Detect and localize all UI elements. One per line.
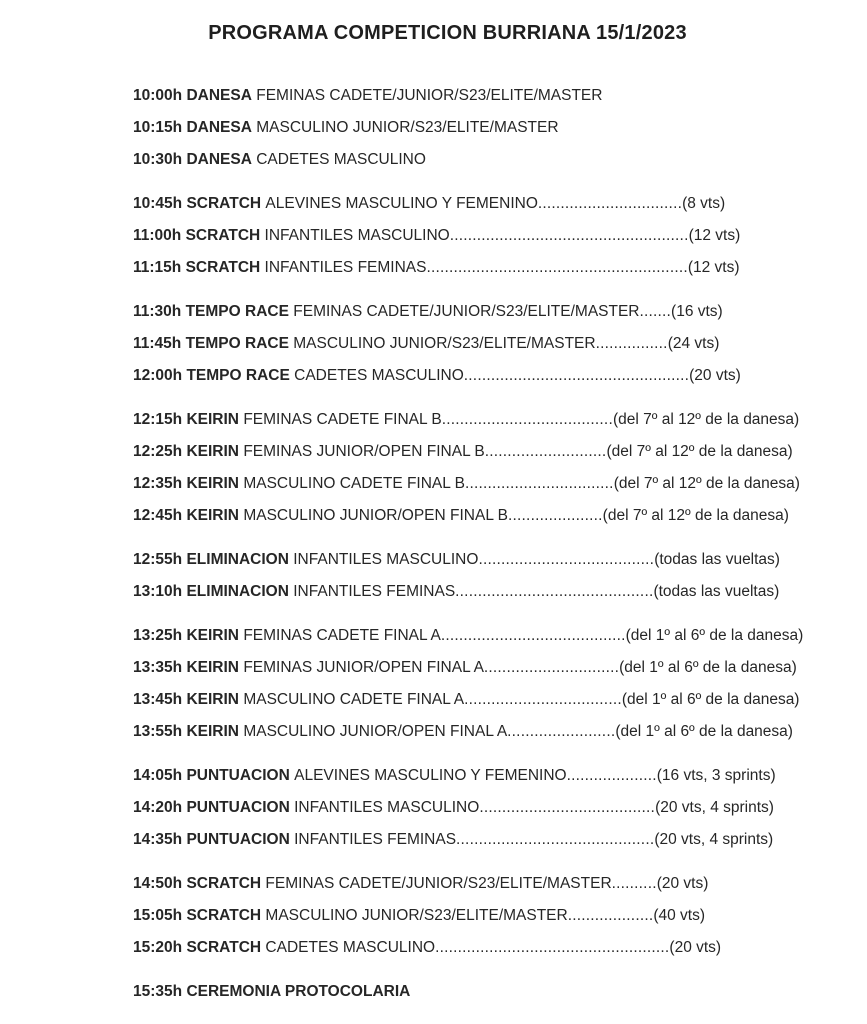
row-event: KEIRIN (186, 691, 239, 708)
row-note: (20 vts, 4 sprints) (655, 799, 774, 816)
schedule-row (133, 900, 837, 932)
row-event: SCRATCH (185, 227, 261, 244)
row-time: 14:50h (133, 875, 183, 892)
schedule (0, 46, 867, 1008)
row-event: KEIRIN (186, 475, 239, 492)
row-event: DANESA (186, 119, 252, 136)
row-event: PUNTUACION (186, 831, 290, 848)
row-detail: FEMINAS CADETE/JUNIOR/S23/ELITE/MASTER (265, 875, 612, 892)
schedule-row (133, 792, 837, 824)
row-note: (16 vts) (671, 303, 723, 320)
row-event: PUNTUACION (186, 799, 290, 816)
schedule-row (133, 544, 837, 576)
schedule-row (133, 932, 837, 964)
row-event: PUNTUACION (186, 767, 290, 784)
schedule-row (133, 716, 837, 748)
row-time: 10:30h (133, 151, 183, 168)
row-detail: ALEVINES MASCULINO Y FEMENINO (265, 195, 538, 212)
schedule-block (133, 80, 837, 176)
row-event: ELIMINACION (186, 551, 289, 568)
row-detail: MASCULINO CADETE FINAL A (243, 691, 465, 708)
row-event: KEIRIN (186, 507, 239, 524)
schedule-row (133, 144, 837, 176)
row-event: KEIRIN (186, 443, 239, 460)
row-leader-dots: ................ (595, 335, 668, 352)
row-detail: INFANTILES FEMINAS (264, 259, 427, 276)
row-note: (del 7º al 12º de la danesa) (602, 507, 789, 524)
row-time: 12:55h (133, 551, 183, 568)
row-time: 10:00h (133, 87, 183, 104)
row-detail: MASCULINO CADETE FINAL B (243, 475, 465, 492)
row-event: DANESA (186, 87, 252, 104)
row-event: DANESA (186, 151, 252, 168)
row-event: SCRATCH (185, 259, 261, 276)
row-note: (del 7º al 12º de la danesa) (606, 443, 793, 460)
row-leader-dots: ........................ (507, 723, 616, 740)
row-leader-dots: .................................................... (435, 939, 670, 956)
row-detail: FEMINAS CADETE/JUNIOR/S23/ELITE/MASTER (293, 303, 640, 320)
row-time: 12:15h (133, 411, 183, 428)
row-leader-dots: .............................. (483, 659, 620, 676)
row-detail: MASCULINO JUNIOR/OPEN FINAL B (243, 507, 509, 524)
row-event: TEMPO RACE (185, 303, 289, 320)
row-time: 14:20h (133, 799, 183, 816)
row-leader-dots: ................................... (464, 691, 622, 708)
schedule-row (133, 80, 837, 112)
row-leader-dots: .................................................. (463, 367, 690, 384)
schedule-block (133, 976, 837, 1008)
row-event: TEMPO RACE (186, 367, 290, 384)
row-note: (del 7º al 12º de la danesa) (613, 475, 800, 492)
row-event: SCRATCH (186, 939, 262, 956)
row-leader-dots: ............................................ (456, 831, 655, 848)
schedule-block (133, 188, 837, 284)
row-leader-dots: ...................................... (441, 411, 613, 428)
row-note: (todas las vueltas) (654, 551, 780, 568)
schedule-row (133, 188, 837, 220)
schedule-row (133, 868, 837, 900)
row-event: SCRATCH (186, 195, 262, 212)
schedule-row (133, 684, 837, 716)
row-event: KEIRIN (186, 411, 239, 428)
row-detail: INFANTILES MASCULINO (264, 227, 450, 244)
row-detail: FEMINAS CADETE FINAL B (243, 411, 442, 428)
row-note: (20 vts, 4 sprints) (654, 831, 774, 848)
row-event: SCRATCH (186, 907, 262, 924)
row-note: (del 7º al 12º de la danesa) (612, 411, 800, 428)
row-time: 13:25h (133, 627, 183, 644)
schedule-block (133, 620, 837, 748)
row-detail: INFANTILES FEMINAS (294, 831, 457, 848)
schedule-row (133, 976, 837, 1008)
row-note: (12 vts) (688, 227, 741, 244)
row-detail: INFANTILES FEMINAS (293, 583, 456, 600)
row-event: SCRATCH (186, 875, 262, 892)
row-time: 11:30h (133, 303, 182, 320)
row-leader-dots: ................................. (464, 475, 614, 492)
row-time: 14:05h (133, 767, 183, 784)
schedule-block (133, 296, 837, 392)
row-time: 13:35h (133, 659, 183, 676)
schedule-row (133, 112, 837, 144)
schedule-row (133, 360, 837, 392)
row-time: 11:45h (133, 335, 182, 352)
row-detail: INFANTILES MASCULINO (293, 551, 479, 568)
row-leader-dots: ......................................... (440, 627, 626, 644)
row-time: 15:20h (133, 939, 183, 956)
row-leader-dots: .......... (611, 875, 657, 892)
row-time: 12:00h (133, 367, 183, 384)
page-title: PROGRAMA COMPETICION BURRIANA 15/1/2023 (208, 22, 687, 44)
row-note: (40 vts) (653, 907, 706, 924)
row-time: 12:35h (133, 475, 183, 492)
row-detail: CADETES MASCULINO (265, 939, 436, 956)
row-time: 14:35h (133, 831, 183, 848)
schedule-block (133, 868, 837, 964)
row-leader-dots: ....................................... (479, 799, 656, 816)
row-time: 15:35h (133, 983, 183, 1000)
row-leader-dots: ........................... (484, 443, 607, 460)
row-leader-dots: .................... (566, 767, 657, 784)
row-note: (8 vts) (682, 195, 726, 212)
row-event: TEMPO RACE (185, 335, 289, 352)
row-detail: MASCULINO JUNIOR/S23/ELITE/MASTER (256, 119, 559, 136)
row-detail: MASCULINO JUNIOR/S23/ELITE/MASTER (293, 335, 596, 352)
schedule-row (133, 220, 837, 252)
schedule-row (133, 436, 837, 468)
row-note: (del 1º al 6º de la danesa) (615, 723, 793, 740)
schedule-row (133, 620, 837, 652)
row-note: (20 vts) (669, 939, 722, 956)
row-leader-dots: ..................... (508, 507, 603, 524)
row-leader-dots: ..................................................... (449, 227, 689, 244)
row-event: CEREMONIA PROTOCOLARIA (186, 983, 411, 1000)
row-note: (20 vts) (689, 367, 741, 384)
schedule-row (133, 252, 837, 284)
row-time: 15:05h (133, 907, 183, 924)
row-note: (12 vts) (687, 259, 740, 276)
schedule-row (133, 500, 837, 532)
schedule-row (133, 404, 837, 436)
row-detail: CADETES MASCULINO (256, 151, 426, 168)
row-event: KEIRIN (186, 723, 239, 740)
schedule-row (133, 576, 837, 608)
row-detail: FEMINAS CADETE FINAL A (243, 627, 441, 644)
row-detail: CADETES MASCULINO (294, 367, 464, 384)
schedule-row (133, 760, 837, 792)
schedule-row (133, 824, 837, 856)
row-detail: INFANTILES MASCULINO (294, 799, 480, 816)
row-note: (del 1º al 6º de la danesa) (619, 659, 797, 676)
schedule-row (133, 652, 837, 684)
row-time: 13:45h (133, 691, 183, 708)
row-time: 12:25h (133, 443, 183, 460)
schedule-block (133, 760, 837, 856)
row-leader-dots: ................................ (537, 195, 683, 212)
row-time: 11:00h (133, 227, 182, 244)
row-note: (todas las vueltas) (653, 583, 780, 600)
row-note: (del 1º al 6º de la danesa) (625, 627, 804, 644)
row-time: 11:15h (133, 259, 182, 276)
row-event: ELIMINACION (186, 583, 289, 600)
row-note: (del 1º al 6º de la danesa) (621, 691, 800, 708)
schedule-row (133, 296, 837, 328)
row-leader-dots: ................... (567, 907, 654, 924)
row-note: (24 vts) (667, 335, 720, 352)
schedule-block (133, 544, 837, 608)
row-time: 13:55h (133, 723, 183, 740)
row-detail: FEMINAS JUNIOR/OPEN FINAL B (243, 443, 485, 460)
row-detail: FEMINAS JUNIOR/OPEN FINAL A (243, 659, 484, 676)
schedule-row (133, 468, 837, 500)
row-note: (16 vts, 3 sprints) (656, 767, 776, 784)
schedule-block (133, 404, 837, 532)
row-note: (20 vts) (656, 875, 709, 892)
row-event: KEIRIN (186, 627, 239, 644)
row-leader-dots: ....................................... (478, 551, 655, 568)
row-leader-dots: ....... (639, 303, 672, 320)
row-time: 10:45h (133, 195, 183, 212)
schedule-row (133, 328, 837, 360)
row-time: 12:45h (133, 507, 183, 524)
row-detail: MASCULINO JUNIOR/S23/ELITE/MASTER (265, 907, 568, 924)
row-event: KEIRIN (186, 659, 239, 676)
row-detail: ALEVINES MASCULINO Y FEMENINO (294, 767, 567, 784)
row-detail: FEMINAS CADETE/JUNIOR/S23/ELITE/MASTER (256, 87, 603, 104)
row-time: 13:10h (133, 583, 183, 600)
row-leader-dots: ............................................ (455, 583, 654, 600)
row-leader-dots: .......................................................... (426, 259, 688, 276)
row-time: 10:15h (133, 119, 183, 136)
row-detail: MASCULINO JUNIOR/OPEN FINAL A (243, 723, 508, 740)
